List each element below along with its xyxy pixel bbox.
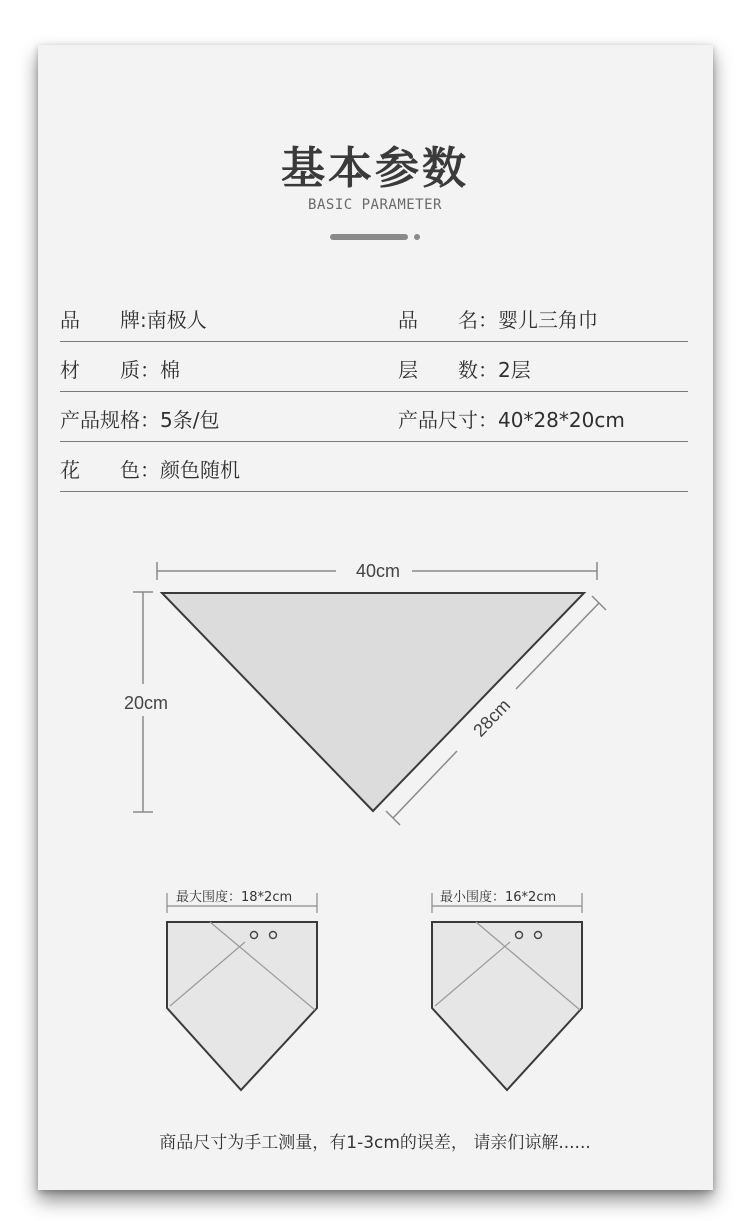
- param-material: 材 质：棉: [60, 358, 180, 382]
- page-subtitle: BASIC PARAMETER: [308, 197, 442, 213]
- param-color: 花 色：颜色随机: [60, 458, 240, 482]
- param-brand: 品 牌:南极人: [60, 308, 207, 332]
- measurement-note: 商品尺寸为手工测量，有1-3cm的误差， 请亲们谅解......: [159, 1133, 591, 1153]
- width-label: 40cm: [355, 561, 401, 581]
- param-spec: 产品规格：5条/包: [60, 408, 220, 432]
- triangle-bib-shape: [162, 593, 584, 811]
- max-wear-bib: [167, 922, 317, 1090]
- min-wear-label: 最小围度：16*2cm: [440, 890, 557, 905]
- page-title: 基本参数: [281, 143, 469, 194]
- param-size: 产品尺寸：40*28*20cm: [398, 408, 625, 432]
- max-wear-label: 最大围度：18*2cm: [176, 890, 293, 905]
- param-product-name: 品 名：婴儿三角巾: [398, 308, 598, 332]
- param-layers: 层 数：2层: [398, 358, 531, 382]
- min-wear-bib: [432, 922, 582, 1090]
- side-label: 28cm: [469, 695, 515, 741]
- height-label: 20cm: [123, 693, 169, 713]
